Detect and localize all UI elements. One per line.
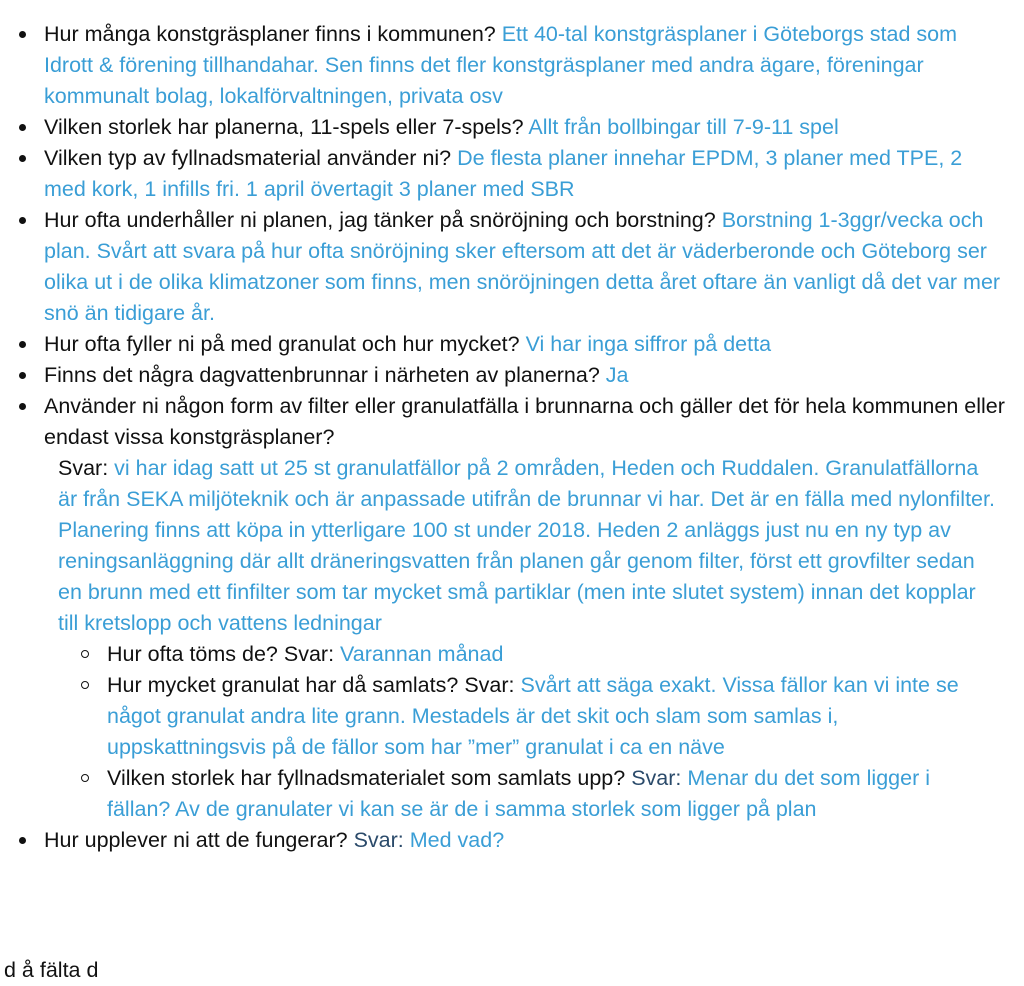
answer-text: Varannan månad [340,642,504,666]
answer-text: Ett 40-tal konstgräsplaner i Göteborgs stad som Idrott & förening tillhandahar. Sen finns det fler konstgräsplaner med andra ägare, föreningar kommunalt bolag, lokalförvaltningen, privata osv [44,22,958,108]
question-text: Vilken storlek har fyllnadsmaterialet som samlats upp? [107,766,626,790]
question-text: Hur ofta fyller ni på med granulat och hur mycket? [44,332,520,356]
svar-label: Svar: [353,828,404,852]
svar-label: Svar: [631,766,682,790]
question-text: Vilken storlek har planerna, 11-spels eller 7-spels? [44,115,524,139]
list-item [0,825,1024,856]
list-item [0,329,1024,360]
list-item [0,360,1024,391]
sub-question-list [44,639,1010,825]
question-text: Hur ofta töms de? [107,642,278,666]
answer-text: vi har idag satt ut 25 st granulatfällor på 2 områden, Heden och Ruddalen. Granulatfällorna är från SEKA miljöteknik och är anpassade utifrån de brunnar vi har. Det är en fälla med nylonfilter. Planering finns att köpa in ytterligare 100 st under 2018. Heden 2 anläggs just nu en ny typ av reningsanläggning där allt dräneringsvatten från planen går genom filter, först ett grovfilter sedan en brunn med ett finfilter som tar mycket små partiklar (men inte slutet system) innan det kopplar till kretslopp och vattens ledningar [58,456,995,635]
list-item [0,19,1024,112]
answer-block [58,453,1010,639]
answer-text: Ja [605,363,629,387]
question-text: Hur många konstgräsplaner finns i kommunen? [44,22,496,46]
answer-text: Allt från bollbingar till 7-9-11 spel [528,115,839,139]
question-text: Hur mycket granulat har då samlats? [107,673,459,697]
list-item [0,391,1024,825]
list-item [0,143,1024,205]
answer-text: Vi har inga siffror på detta [525,332,772,356]
question-text: Hur upplever ni att de fungerar? [44,828,348,852]
answer-text: Menar du det som ligger i fällan? Av de granulater vi kan se är de i samma storlek som ligger på plan [107,766,930,821]
svar-label: Svar: [464,673,515,697]
qa-document [0,19,1024,856]
sub-list-item [44,763,1010,825]
question-text: Vilken typ av fyllnadsmaterial använder ni? [44,146,452,170]
answer-text: Svårt att säga exakt. Vissa fällor kan vi inte se något granulat andra lite grann. Mestadels är det skit och slam som samlas i, uppskattningsvis på de fällor som har ”mer” granulat i ca en näve [107,673,959,759]
sub-list-item [44,639,1010,670]
answer-text: De flesta planer innehar EPDM, 3 planer med TPE, 2 med kork, 1 infills fri. 1 april övertagit 3 planer med SBR [44,146,963,201]
list-item [0,112,1024,143]
question-text: Hur ofta underhåller ni planen, jag tänker på snöröjning och borstning? [44,208,716,232]
question-text: Finns det några dagvattenbrunnar i närheten av planerna? [44,363,600,387]
cut-off-footer-text: d å fälta d [4,958,99,982]
svar-label: Svar: [58,456,109,480]
answer-text: Med vad? [409,828,505,852]
list-item [0,205,1024,329]
svar-label: Svar: [283,642,335,666]
question-text: Använder ni någon form av filter eller granulatfälla i brunnarna och gäller det för hela kommunen eller endast vissa konstgräsplaner? [44,394,1005,449]
sub-list-item [44,670,1010,763]
answer-text: Borstning 1-3ggr/vecka och plan. Svårt att svara på hur ofta snöröjning sker eftersom att det är väderberonde och Göteborg ser olika ut i de olika klimatzoner som finns, men snöröjningen detta året oftare än vanligt då det var mer snö än tidigare år. [44,208,1001,325]
question-list [0,19,1024,856]
